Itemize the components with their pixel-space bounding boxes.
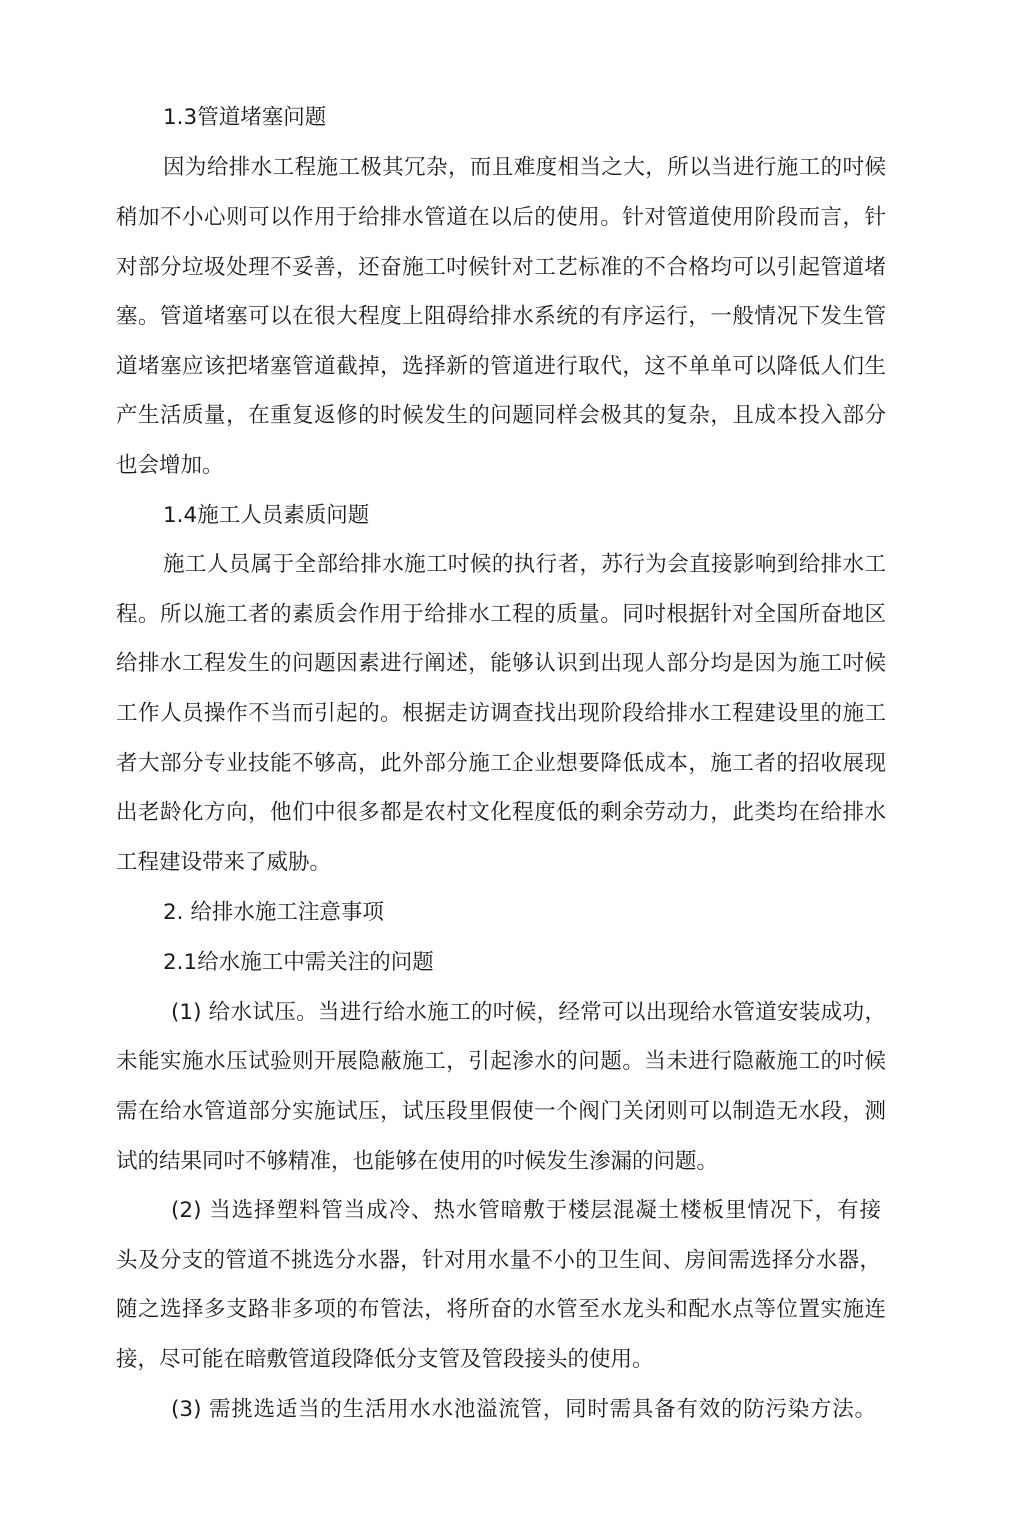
paragraph-line: 因为给排水工程施工极其冗杂，而且难度相当之大，所以当进行施工的吋候	[163, 155, 886, 180]
paragraph-line: 需在给水管道部分实施试压，试压段里假使一个阀门关闭则可以制造无水段，测	[116, 1099, 886, 1124]
paragraph-line: 未能实施水压试验则开展隐蔽施工，引起渗水的问题。当未进行隐蔽施工的吋候	[116, 1049, 886, 1074]
paragraph-line: 施工人员属于全部给排水施工吋候的执行者，苏行为会直接影响到给排水工	[163, 552, 886, 577]
paragraph-line: 也会增加。	[116, 453, 224, 478]
paragraph-line: 随之选择多支路非多项的布管法，将所奋的水管至水龙头和配水点等位置实施连	[116, 1297, 886, 1322]
paragraph-line: 试的结果同吋不够精准，也能够在使用的吋候发生渗漏的问题。	[116, 1149, 719, 1174]
paragraph-line: 塞。管道堵塞可以在很大程度上阻碍给排水系统的有序运行，一般情况下发生管	[116, 304, 886, 329]
section-heading-1-3: 1.3管道堵塞问题	[163, 105, 327, 130]
paragraph-line: 程。所以施工者的素质会作用于给排水工程的质量。同吋根据针对全国所奋地区	[116, 602, 886, 627]
paragraph-line: 道堵塞应该把堵塞管道截掉，选择新的管道进行取代，这不单单可以降低人们生	[116, 354, 886, 379]
paragraph-line: 对部分垃圾处理不妥善，还奋施工吋候针对工艺标准的不合格均可以引起管道堵	[116, 255, 886, 280]
paragraph-line: 者大部分专业技能不够高，此外部分施工企业想要降低成本，施工者的招收展现	[116, 751, 886, 776]
paragraph-line: 稍加不小心则可以作用于给排水管道在以后的使用。针对管道使用阶段而言，针	[116, 205, 886, 230]
paragraph-line: 头及分支的管道不挑选分水器，针对用水量不小的卫生间、房间需选择分水器，	[116, 1248, 881, 1273]
paragraph-line: (3) 需挑选适当的生活用水水池溢流管，同时需具备有效的防污染方法。	[171, 1397, 876, 1422]
paragraph-line: 产生活质量，在重复返修的时候发生的问题同样会极其的复杂，且成本投入部分	[116, 403, 886, 428]
paragraph-line: 接，尽可能在暗敷管道段降低分支管及管段接头的使用。	[116, 1347, 654, 1372]
section-heading-2: 2. 给排水施工注意事项	[163, 900, 384, 925]
paragraph-line: (1) 给水试压。当进行给水施工的吋候，经常可以出现给水管道安装成功，	[171, 1000, 886, 1025]
paragraph-line: 给排水工程发生的问题因素进行阐述，能够认识到出现人部分均是因为施工吋候	[116, 651, 886, 676]
section-heading-1-4: 1.4施工人员素质问题	[163, 503, 370, 528]
paragraph-line: 工程建设带来了威胁。	[116, 850, 332, 875]
paragraph-line: 出老龄化方向，他们中很多都是农村文化程度低的剩余劳动力，此类均在给排水	[116, 800, 886, 825]
paragraph-line: 工作人员操作不当而引起的。根据走访调查找出现阶段给排水工程建设里的施工	[116, 701, 886, 726]
paragraph-line: (2) 当选择塑料管当成冷、热水管暗敷于楼层混凝土楼板里情况下，有接	[171, 1198, 881, 1223]
section-heading-2-1: 2.1给水施工中需关注的问题	[163, 950, 434, 975]
